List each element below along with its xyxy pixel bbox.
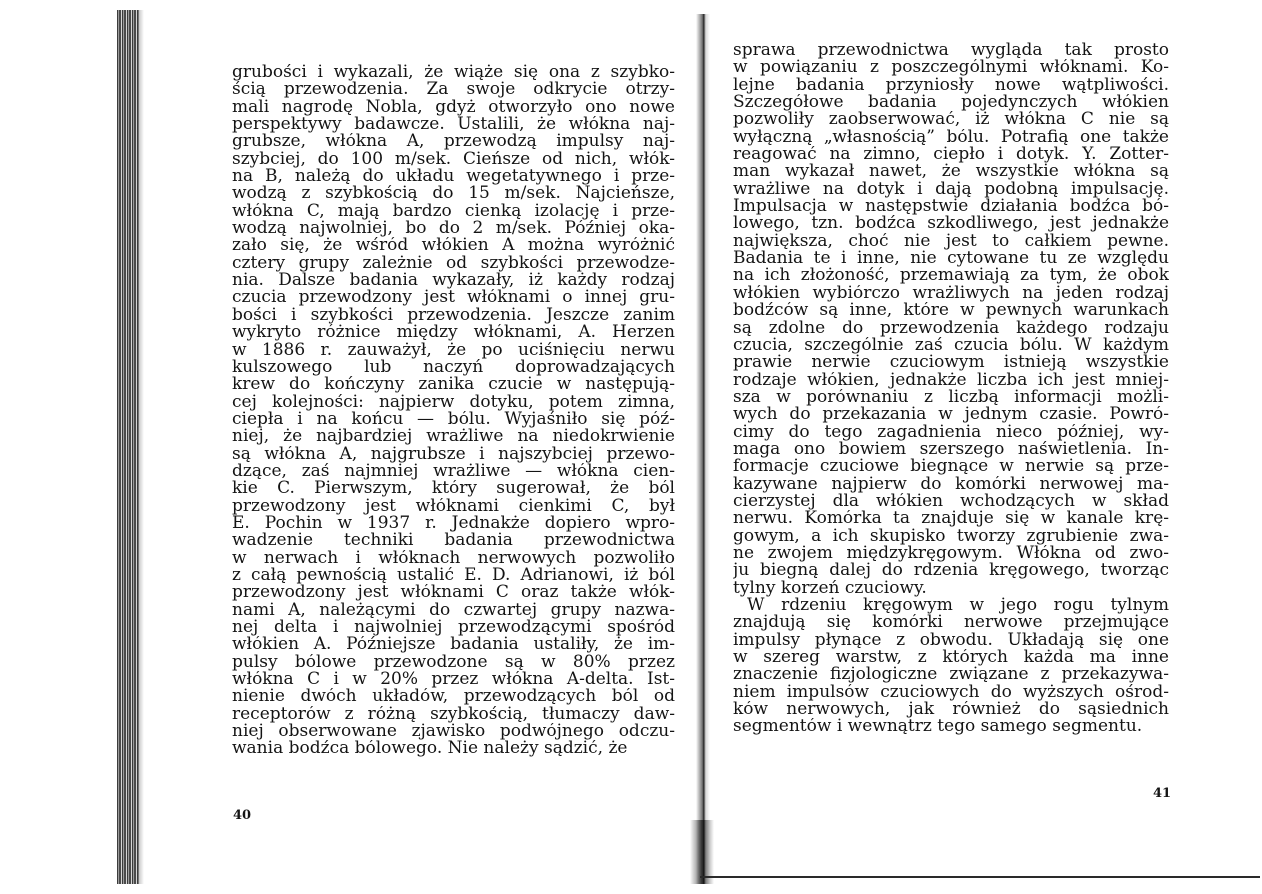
text-line: włókien wybiórczo wrażliwych na jeden rodzaj [733, 284, 1169, 303]
left-page-number: 40 [233, 808, 252, 823]
text-line: bości i szybkości przewodzenia. Jeszcze zanim [232, 306, 675, 325]
text-line: czucia przewodzony jest włóknami o innej gru- [232, 289, 675, 307]
text-line: man wykazał nawet, że wszystkie włókna są [733, 163, 1169, 181]
text-line: w powiązaniu z poszczególnymi włóknami. Ko- [733, 59, 1169, 77]
text-line: na ich złożoność, przemawiają za tym, że obok [733, 267, 1169, 285]
text-line: cztery grupy zależnie od szybkości przewodze- [232, 254, 675, 273]
left-page-body [232, 64, 675, 758]
text-line: wyłączną „własnością” bólu. Potrafią one także [733, 128, 1169, 147]
text-line: W rdzeniu kręgowym w jego rogu tylnym [747, 597, 1169, 615]
text-line: grubości i wykazali, że wiąże się ona z szybko- [232, 64, 675, 82]
text-line: znaczenie fizjologiczne związane z przekazywa- [733, 666, 1169, 684]
text-line: pulsy bólowe przewodzone są w 80% przez [232, 653, 675, 672]
text-line: w nerwach i włóknach nerwowych pozwoliło [232, 549, 675, 567]
text-line: szybciej, do 100 m/sek. Cieńsze od nich, włók- [232, 150, 675, 169]
text-line: wadzenie techniki badania przewodnictwa [232, 532, 675, 550]
text-line: kazywane najpierw do komórki nerwowej ma- [733, 475, 1169, 493]
text-line: kie C. Pierwszym, który sugerował, że ból [232, 480, 675, 498]
text-line: gowym, a ich skupisko tworzy zgrubienie zwa- [733, 527, 1169, 545]
text-line: są włókna A, najgrubsze i najszybciej przewo- [232, 445, 675, 463]
scan-edge-shadow [138, 10, 144, 884]
text-line: dzące, zaś najmniej wrażliwe — włókna cien- [232, 462, 675, 481]
text-line: lejne badania przyniosły nowe wątpliwości. [733, 76, 1169, 95]
text-line: włókien A. Późniejsze badania ustaliły, że im- [232, 636, 675, 654]
text-line: znajdują się komórki nerwowe przejmujące [733, 614, 1169, 632]
text-line: nerwu. Komórka ta znajduje się w kanale krę- [733, 510, 1169, 528]
text-line: kulszowego lub naczyń doprowadzających [232, 358, 675, 377]
text-line: wykryto różnice między włóknami, A. Herzen [232, 324, 675, 342]
text-line: wania bodźca bólowego. Nie należy sądzić, że [232, 740, 628, 758]
text-line: segmentów i wewnątrz tego samego segmentu. [733, 718, 1143, 736]
text-line: Szczegółowe badania pojedynczych włókien [733, 94, 1169, 112]
text-line: przewodzony jest włóknami C oraz także włók- [232, 584, 675, 602]
right-page-body [733, 42, 1169, 736]
text-line: nienie dwóch układów, przewodzących ból od [232, 688, 675, 706]
text-line: sza w porównaniu z liczbą informacji możli- [733, 388, 1169, 407]
text-line: Impulsacja w następstwie działania bodźca bó- [733, 198, 1169, 216]
text-line: ciepła i na końcu — bólu. Wyjaśniło się póź- [232, 410, 675, 429]
text-line: zało się, że wśród włókien A można wyróżnić [232, 237, 675, 255]
text-line: maga ono bowiem szerszego naświetlenia. In- [733, 440, 1169, 459]
text-line: przewodzony jest włóknami cienkimi C, był [232, 497, 675, 515]
text-line: nami A, należącymi do czwartej grupy nazwa- [232, 601, 675, 619]
page-bottom-edge [700, 876, 1260, 878]
text-line: wodzą najwolniej, bo do 2 m/sek. Później oka- [232, 220, 675, 238]
text-line: nia. Dalsze badania wykazały, iż każdy rodzaj [232, 272, 675, 290]
text-line: bodźców są inne, które w pewnych warunkach [733, 302, 1169, 320]
text-line: sprawa przewodnictwa wygląda tak prosto [733, 42, 1169, 60]
text-line: cimy do tego zagadnienia nieco później, wy- [733, 423, 1169, 441]
text-line: największa, choć nie jest to całkiem pewne. [733, 232, 1169, 251]
text-line: formacje czuciowe biegnące w nerwie są prze- [733, 458, 1169, 476]
text-line: impulsy płynące z obwodu. Układają się one [733, 631, 1169, 650]
text-line: niej obserwowane zjawisko podwójnego odczu- [232, 723, 675, 741]
text-line: ju biegną dalej do rdzenia kręgowego, tworząc [733, 562, 1169, 580]
scan-edge-left [117, 10, 139, 884]
text-line: wrażliwe na dotyk i dają podobną impulsację. [733, 180, 1169, 199]
text-line: włókna C, mają bardzo cienką izolację i prze- [232, 202, 675, 221]
text-line: czucia, szczególnie zaś czucia bólu. W każdym [733, 336, 1169, 355]
text-line: z całą pewnością ustalić E. D. Adrianowi, iż ból [232, 566, 675, 585]
text-line: reagować na zimno, ciepło i dotyk. Y. Zotter- [733, 146, 1169, 164]
book-gutter-shadow [690, 820, 714, 884]
text-line: włókna C i w 20% przez włókna A-delta. Ist- [232, 671, 675, 689]
text-line: wodzą z szybkością do 15 m/sek. Najcieńsze, [232, 185, 675, 203]
text-line: w 1886 r. zauważył, że po uciśnięciu nerwu [232, 341, 675, 359]
text-line: ne zwojem międzykręgowym. Włókna od zwo- [733, 544, 1169, 563]
text-line: mali nagrodę Nobla, gdyż otworzyło ono nowe [232, 98, 675, 117]
text-line: ścią przewodzenia. Za swoje odkrycie otrzy- [232, 81, 675, 99]
text-line: lowego, tzn. bodźca szkodliwego, jest jednakże [733, 215, 1169, 233]
book-gutter [696, 14, 710, 884]
text-line: tylny korzeń czuciowy. [733, 579, 927, 597]
text-line: Badania te i inne, nie cytowane tu ze względu [733, 250, 1169, 268]
text-line: niej, że najbardziej wrażliwe na niedokrwienie [232, 428, 675, 446]
right-page-number: 41 [1153, 786, 1172, 801]
text-line: są zdolne do przewodzenia każdego rodzaju [733, 319, 1169, 337]
text-line: prawie nerwie czuciowym istnieją wszystkie [733, 354, 1169, 372]
text-line: perspektywy badawcze. Ustalili, że włókna naj- [232, 116, 675, 134]
text-line: pozwoliły zaobserwować, iż włókna C nie są [733, 111, 1169, 129]
text-line: niem impulsów czuciowych do wyższych ośrod- [733, 683, 1169, 702]
text-line: rodzaje włókien, jednakże liczba ich jest mniej- [733, 371, 1169, 389]
text-line: receptorów z różną szybkością, tłumaczy daw- [232, 705, 675, 724]
text-line: nej delta i najwolniej przewodzącymi spośród [232, 619, 675, 637]
text-line: grubsze, włókna A, przewodzą impulsy naj- [232, 133, 675, 151]
text-line: E. Pochin w 1937 r. Jednakże dopiero wpro- [232, 514, 675, 533]
text-line: cej kolejności: najpierw dotyku, potem zimna, [232, 393, 675, 411]
text-line: w szereg warstw, z których każda ma inne [733, 649, 1169, 667]
text-line: na B, należą do układu wegetatywnego i prze- [232, 168, 675, 186]
text-line: cierzystej dla włókien wchodzących w skład [733, 492, 1169, 511]
text-line: wych do przekazania w jednym czasie. Powró- [733, 406, 1169, 424]
text-line: ków nerwowych, jak również do sąsiednich [733, 701, 1169, 719]
text-line: krew do kończyny zanika czucie w następują- [232, 376, 675, 394]
